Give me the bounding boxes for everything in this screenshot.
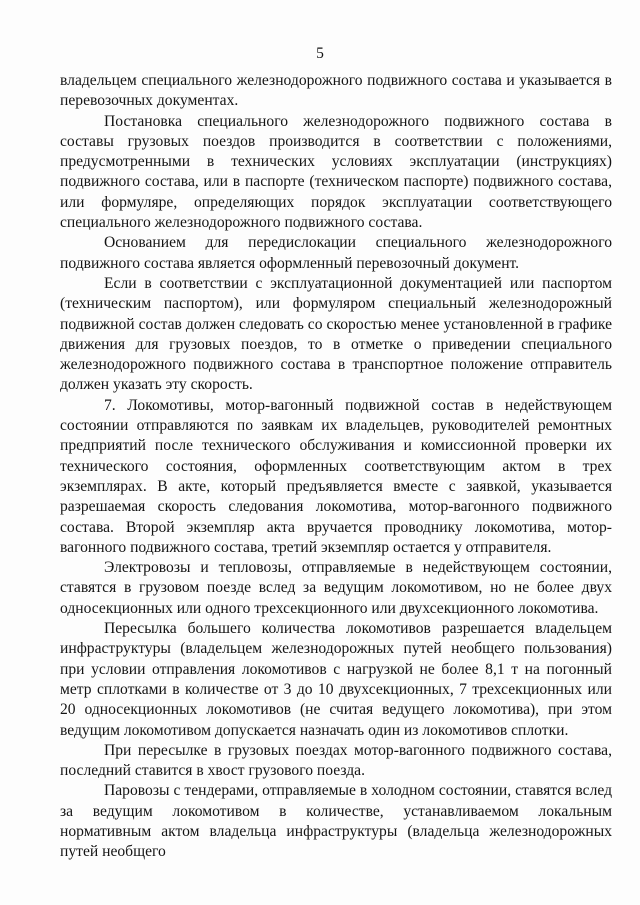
paragraph-steam-locomotives: Паровозы с тендерами, отправляемые в холодном состоянии, ставятся вслед за ведущим локомотивом в количестве, устанавливаемом локальным нормативным актом владельца инфраструктуры (владельца железнодорожных путей необщего: [60, 782, 612, 861]
paragraph-locomotive-batches: Пересылка большего количества локомотивов разрешается владельцем инфраструктуры (владельцем железнодорожных путей необщего пользования) при условии отправления локомотивов с нагрузкой не более 8,1 т на погонный метр сплотками в количестве от 3 до 10 двухсекционных, 7 трехсекционных или 20 односекционных локомотивов (не считая ведущего локомотива), при этом ведущим локомотивом допускается назначать один из локомотивов сплотки.: [60, 620, 612, 739]
paragraph-reduced-speed: Если в соответствии с эксплуатационной документацией или паспортом (техническим паспортом), или формуляром специальный железнодорожный подвижной состав должен следовать со скоростью менее установленной в графике движения для грузовых поездов, то в отметке о приведении специального железнодорожного подвижного состава в транспортное положение отправитель должен указать эту скорость.: [60, 274, 612, 394]
paragraph-placement-in-trains: Постановка специального железнодорожного подвижного состава в составы грузовых поездов производится в соответствии с положениями, предусмотренными в технических условиях эксплуатации (инструкциях) подвижного состава, или в паспорте (техническом паспорте) подвижного состава, или формуляре, определяющих порядок эксплуатации соответствующего специального железнодорожного подвижного состава.: [60, 112, 612, 232]
paragraph-electric-diesel-locomotives: Электровозы и тепловозы, отправляемые в недействующем состоянии, ставятся в грузовом поезде вслед за ведущим локомотивом, но не более двух односекционных или одного трехсекционного или двухсекционного локомотива.: [60, 559, 612, 617]
paragraph-continuation: владельцем специального железнодорожного подвижного состава и указывается в перевозочных документах.: [60, 72, 612, 110]
page-number: 5: [316, 45, 324, 62]
document-body: [60, 71, 612, 863]
paragraph-relocation-basis: Основанием для передислокации специального железнодорожного подвижного состава является оформленный перевозочный документ.: [60, 234, 612, 272]
paragraph-item-7-locomotives: 7. Локомотивы, мотор-вагонный подвижной состав в недействующем состоянии отправляются по заявкам их владельцев, руководителей ремонтных предприятий после технического обслуживания и комиссионной проверки их технического состояния, оформленных соответствующим актом в трех экземплярах. В акте, который предъявляется вместе с заявкой, указывается разрешаемая скорость следования локомотива, мотор-вагонного подвижного состава. Второй экземпляр акта вручается проводнику локомотива, мотор-вагонного подвижного состава, третий экземпляр остается у отправителя.: [60, 396, 612, 556]
paragraph-multiple-unit-transfer: При пересылке в грузовых поездах мотор-вагонного подвижного состава, последний ставится в хвост грузового поезда.: [60, 741, 612, 780]
